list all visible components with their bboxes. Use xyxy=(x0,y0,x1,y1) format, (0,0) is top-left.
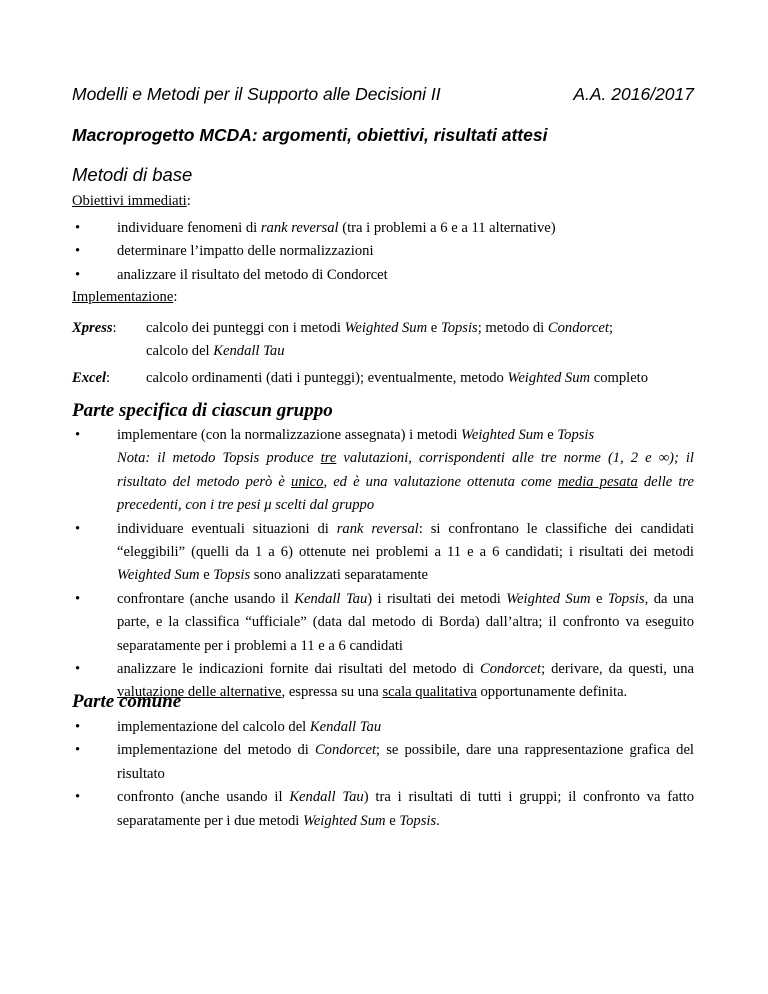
xpress-row xyxy=(72,317,694,364)
list-item: • individuare fenomeni di rank reversal (tra i problemi a 6 e a 11 alternative) xyxy=(75,220,556,236)
list-item: • individuare eventuali situazioni di rank reversal: si confrontano le classifiche dei candidati “eleggibili” (quelli da 1 a 6) ottenute nei problemi a 11 e a 6 candidati; i risultati dei metodi Weighted Sum e Topsis sono analizzati separatamente xyxy=(75,520,694,584)
list-item: • implementare (con la normalizzazione assegnata) i metodi Weighted Sum e Topsis Nota: il metodo Topsis produce tre valutazioni, corrispondenti alle tre norme (1, 2 e ∞); il risultato del metodo però è unico, ed è una valutazione ottenuta come media pesata delle tre precedenti, con i tre pesi μ scelti dal gruppo xyxy=(75,427,695,514)
implementation-label: Implementazione: xyxy=(72,289,178,305)
excel-label: Excel: xyxy=(72,370,111,386)
topsis-note: Nota: il metodo Topsis produce tre valutazioni, corrispondenti alle tre norme (1, 2 e ∞); il risultato del metodo però è unico, ed è una valutazione ottenuta come media pesata delle tre precedenti, con i tre pesi μ scelti dal gruppo xyxy=(117,450,695,514)
document-header xyxy=(72,84,694,105)
list-item: • implementazione del metodo di Condorcet; se possibile, dare una rappresentazione grafica del risultato xyxy=(75,742,694,782)
xpress-text: calcolo dei punteggi con i metodi Weighted Sum e Topsis; metodo di Condorcet; calcolo del Kendall Tau xyxy=(146,320,614,360)
objectives-label: Obiettivi immediati: xyxy=(72,193,191,209)
course-title: Modelli e Metodi per il Supporto alle Decisioni II xyxy=(72,84,441,104)
group-list xyxy=(72,424,694,705)
list-item: • analizzare il risultato del metodo di Condorcet xyxy=(75,266,388,283)
academic-year: A.A. 2016/2017 xyxy=(573,84,694,104)
common-list xyxy=(72,716,694,833)
section-heading-common: Parte comune xyxy=(72,691,182,712)
objectives-list xyxy=(72,217,694,287)
excel-text: calcolo ordinamenti (dati i punteggi); eventualmente, metodo Weighted Sum completo xyxy=(146,370,649,386)
section-heading-group: Parte specifica di ciascun gruppo xyxy=(72,400,333,421)
list-item: • analizzare le indicazioni fornite dai risultati del metodo di Condorcet; derivare, da questi, una valutazione delle alternative, espressa su una scala qualitativa opportunamente definita. xyxy=(75,661,695,701)
list-item: • determinare l’impatto delle normalizzazioni xyxy=(75,243,374,260)
excel-row xyxy=(72,367,694,390)
list-item: • implementazione del calcolo del Kendall Tau xyxy=(75,719,382,735)
document-title: Macroprogetto MCDA: argomenti, obiettivi, risultati attesi xyxy=(72,125,548,145)
list-item: • confronto (anche usando il Kendall Tau) tra i risultati di tutti i gruppi; il confronto va fatto separatamente per i due metodi Weighted Sum e Topsis. xyxy=(75,789,695,829)
section-heading-base: Metodi di base xyxy=(72,164,193,185)
list-item: • confrontare (anche usando il Kendall Tau) i risultati dei metodi Weighted Sum e Topsis, da una parte, e la classifica “ufficiale” (data dal metodo di Borda) dall’altra; il confronto va eseguito separatamente per i problemi a 11 e a 6 candidati xyxy=(75,590,694,654)
xpress-label: Xpress: xyxy=(72,320,117,336)
